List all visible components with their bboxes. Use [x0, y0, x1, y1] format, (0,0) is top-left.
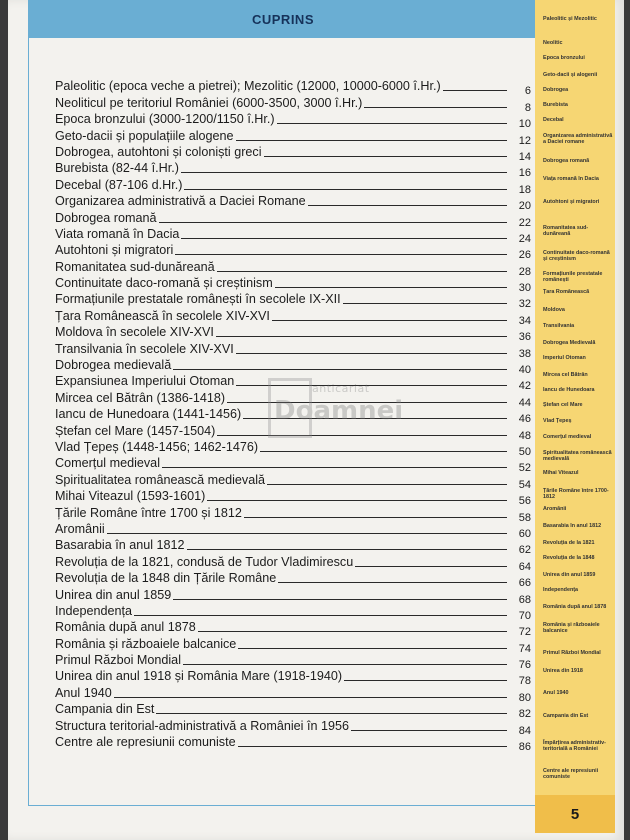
toc-entry-page: 66 — [518, 577, 531, 590]
toc-leader-line — [267, 484, 507, 485]
toc-entry — [55, 159, 531, 180]
sidebar-chapter-label: Dobrogea Medievală — [543, 340, 596, 346]
sidebar-chapter-label: Neolitic — [543, 40, 563, 46]
toc-entry-title: Viata romană în Dacia — [55, 226, 180, 241]
toc-leader-line — [443, 90, 507, 91]
toc-leader-line — [181, 238, 507, 239]
toc-entry — [55, 585, 531, 606]
toc-leader-line — [308, 205, 507, 206]
toc-leader-line — [184, 189, 507, 190]
toc-entry-title: Paleolitic (epoca veche a pietrei); Mezolitic (12000, 10000-6000 î.Hr.) — [55, 79, 441, 94]
toc-entry-title: Formațiunile prestatale românești în secolele IX-XII — [55, 292, 341, 307]
toc-entry-page: 78 — [518, 675, 531, 688]
toc-entry-title: Continuitate daco-romană și creștinism — [55, 276, 273, 291]
sidebar-chapter-label: Campania din Est — [543, 713, 589, 719]
sidebar-chapter-label: Împărțirea administrativ-teritorială a României — [543, 740, 606, 752]
sidebar-chapter-label: Anul 1940 — [543, 690, 569, 696]
toc-leader-line — [236, 353, 507, 354]
toc-leader-line — [173, 369, 507, 370]
toc-entry-page: 70 — [518, 609, 531, 622]
toc-entry-page: 62 — [518, 544, 531, 557]
toc-entry-page: 10 — [518, 118, 531, 131]
toc-entry-title: Structura teritorial-administrativă a României în 1956 — [55, 718, 349, 733]
toc-entry-page: 74 — [518, 642, 531, 655]
toc-entry-title: Revoluția de la 1821, condusă de Tudor Vladimirescu — [55, 554, 354, 569]
sidebar-chapter-label: Spiritualitatea românească medievală — [543, 450, 612, 462]
toc-entry-page: 46 — [518, 413, 531, 426]
toc-entry-title: Primul Război Mondial — [55, 653, 181, 668]
toc-leader-line — [344, 680, 507, 681]
toc-entry-title: Expansiunea Imperiului Otoman — [55, 374, 235, 389]
toc-leader-line — [244, 517, 507, 518]
toc-leader-line — [175, 254, 507, 255]
toc-entry — [55, 290, 531, 311]
toc-entry-title: Independența — [55, 603, 133, 618]
sidebar-chapter-label: Dobrogea — [543, 87, 569, 93]
page-number-tab — [535, 795, 615, 833]
sidebar-chapter-label: Imperiul Otoman — [543, 355, 586, 361]
toc-entry — [55, 618, 531, 639]
toc-entry-page: 36 — [518, 331, 531, 344]
toc-leader-line — [198, 631, 507, 632]
toc-entry — [55, 257, 531, 278]
toc-entry — [55, 651, 531, 672]
toc-leader-line — [159, 222, 507, 223]
sidebar-chapter-label: Revoluția de la 1848 — [543, 555, 595, 561]
toc-entry-page: 44 — [518, 396, 531, 409]
sidebar-chapter-label: Țara Românească — [543, 289, 590, 295]
toc-entry-title: Mircea cel Bătrân (1386-1418) — [55, 390, 226, 405]
toc-entry-title: Autohtoni și migratori — [55, 243, 174, 258]
sidebar-chapter-label: România și războaiele balcanice — [543, 622, 600, 634]
watermark-logo — [268, 378, 418, 458]
toc-entry-page: 16 — [518, 167, 531, 180]
toc-leader-line — [216, 336, 507, 337]
toc-leader-line — [277, 123, 507, 124]
toc-leader-line — [364, 107, 507, 108]
sidebar-chapter-label: Moldova — [543, 307, 565, 313]
sidebar-chapter-label: Viața romană în Dacia — [543, 176, 599, 182]
page-number: 5 — [570, 805, 580, 823]
toc-leader-line — [355, 566, 507, 567]
sidebar-chapter-label: Dobrogea romană — [543, 158, 590, 164]
sidebar-chapter-label: Romanitatea sud-dunăreană — [543, 225, 589, 237]
toc-leader-line — [173, 599, 507, 600]
toc-entry — [55, 192, 531, 213]
toc-leader-line — [114, 697, 507, 698]
toc-entry — [55, 733, 531, 754]
toc-entry — [55, 175, 531, 196]
toc-leader-line — [217, 271, 507, 272]
toc-entry — [55, 536, 531, 557]
toc-leader-line — [107, 533, 507, 534]
toc-entry — [55, 77, 531, 98]
toc-entry-page: 72 — [518, 626, 531, 639]
sidebar-chapter-label: Ștefan cel Mare — [543, 402, 583, 408]
title-bar — [29, 0, 537, 38]
sidebar-chapter-label: România după anul 1878 — [543, 604, 607, 610]
toc-entry — [55, 339, 531, 360]
toc-entry-page: 38 — [518, 347, 531, 360]
toc-entry-title: Romanitatea sud-dunăreană — [55, 259, 215, 274]
toc-entry — [55, 274, 531, 295]
sidebar-chapter-label: Primul Război Mondial — [543, 650, 601, 656]
toc-entry-title: Basarabia în anul 1812 — [55, 538, 185, 553]
toc-entry-page: 18 — [518, 183, 531, 196]
watermark-brand-text: Doamnei — [274, 396, 404, 426]
sidebar-chapter-label: Burebista — [543, 102, 568, 108]
toc-entry — [55, 602, 531, 622]
sidebar-chapter-label: Comerțul medieval — [543, 434, 592, 440]
toc-leader-line — [162, 467, 507, 468]
toc-entry — [55, 683, 531, 704]
toc-entry-page: 26 — [518, 249, 531, 262]
toc-entry — [55, 667, 531, 688]
toc-entry-page: 22 — [518, 216, 531, 229]
toc-entry-page: 50 — [518, 445, 531, 458]
page-title: CUPRINS — [251, 11, 314, 27]
sidebar-chapter-label: Țările Române între 1700-1812 — [543, 488, 609, 500]
toc-entry — [55, 470, 531, 491]
toc-entry — [55, 520, 531, 540]
toc-entry — [55, 323, 531, 344]
sidebar-chapter-label: Aromânii — [543, 506, 567, 512]
toc-entry-page: 58 — [518, 511, 531, 524]
toc-entry-page: 12 — [518, 134, 531, 147]
toc-entry-title: Mihai Viteazul (1593-1601) — [55, 489, 206, 504]
sidebar-chapter-label: Mircea cel Bătrân — [543, 372, 588, 378]
toc-entry-page: 24 — [518, 232, 531, 245]
toc-entry-title: Țările Române între 1700 și 1812 — [55, 505, 242, 520]
sidebar-chapter-label: Iancu de Hunedoara — [543, 387, 595, 393]
toc-entry-page: 64 — [518, 560, 531, 573]
toc-entry-title: Vlad Țepeș (1448-1456; 1462-1476) — [55, 439, 259, 454]
toc-leader-line — [272, 320, 507, 321]
toc-entry-title: Spiritualitatea românească medievală — [55, 472, 266, 487]
toc-entry-page: 14 — [518, 150, 531, 163]
toc-leader-line — [183, 664, 507, 665]
toc-leader-line — [236, 140, 507, 141]
toc-entry-title: Dobrogea romană — [55, 210, 157, 225]
toc-entry — [55, 241, 531, 262]
sidebar-chapter-label: Paleolitic și Mezolitic — [543, 16, 597, 22]
sidebar-chapter-label: Mihai Viteazul — [543, 470, 579, 476]
toc-entry — [55, 356, 531, 377]
toc-entry — [55, 110, 531, 131]
toc-leader-line — [207, 500, 507, 501]
toc-entry-title: Burebista (82-44 î.Hr.) — [55, 161, 179, 176]
toc-entry-page: 8 — [524, 101, 531, 114]
toc-entry-page: 68 — [518, 593, 531, 606]
toc-leader-line — [278, 582, 507, 583]
chapter-sidebar — [535, 0, 615, 795]
toc-entry-title: Comerțul medieval — [55, 456, 160, 471]
toc-entry-page: 30 — [518, 282, 531, 295]
toc-leader-line — [187, 549, 507, 550]
toc-entry-page: 80 — [518, 691, 531, 704]
toc-leader-line — [134, 615, 507, 616]
toc-entry — [55, 143, 531, 163]
toc-entry-page: 76 — [518, 659, 531, 672]
toc-entry-page: 60 — [518, 527, 531, 540]
toc-entry-title: România după anul 1878 — [55, 620, 196, 635]
toc-entry-title: Moldova în secolele XIV-XVI — [55, 325, 214, 340]
toc-entry-title: Dobrogea medievală — [55, 358, 172, 373]
toc-leader-line — [181, 172, 507, 173]
sidebar-chapter-label: Unirea din 1918 — [543, 668, 583, 674]
toc-entry-title: Campania din Est — [55, 702, 155, 717]
toc-entry-page: 84 — [518, 724, 531, 737]
toc-leader-line — [343, 303, 507, 304]
sidebar-chapter-label: Transilvania — [543, 323, 575, 329]
toc-entry-page: 54 — [518, 478, 531, 491]
toc-entry-title: Epoca bronzului (3000-1200/1150 î.Hr.) — [55, 112, 275, 127]
toc-entry-page: 20 — [518, 200, 531, 213]
toc-entry-page: 86 — [518, 741, 531, 754]
toc-entry-title: Iancu de Hunedoara (1441-1456) — [55, 407, 242, 422]
toc-leader-line — [238, 746, 507, 747]
toc-entry — [55, 306, 531, 327]
toc-entry — [55, 208, 531, 229]
watermark-top-text: anticariat — [312, 382, 370, 395]
toc-entry-page: 82 — [518, 708, 531, 721]
toc-entry-page: 40 — [518, 364, 531, 377]
toc-leader-line — [156, 713, 507, 714]
sidebar-chapter-label: Geto-dacii și alogenii — [543, 72, 598, 78]
toc-entry-title: Anul 1940 — [55, 685, 112, 700]
toc-entry-title: Decebal (87-106 d.Hr.) — [55, 177, 183, 192]
sidebar-chapter-label: Revoluția de la 1821 — [543, 540, 595, 546]
toc-entry-title: România și războaiele balcanice — [55, 636, 237, 651]
toc-entry-page: 28 — [518, 265, 531, 278]
toc-entry-page: 52 — [518, 462, 531, 475]
sidebar-chapter-label: Vlad Țepeș — [543, 418, 572, 424]
toc-entry-page: 32 — [518, 298, 531, 311]
sidebar-chapter-label: Autohtoni și migratori — [543, 199, 600, 205]
sidebar-chapter-label: Basarabia în anul 1812 — [543, 523, 602, 529]
toc-entry — [55, 552, 531, 573]
toc-entry-title: Transilvania în secolele XIV-XVI — [55, 341, 234, 356]
toc-entry-page: 56 — [518, 495, 531, 508]
sidebar-chapter-label: Epoca bronzului — [543, 55, 585, 61]
toc-entry-title: Țara Românească în secolele XIV-XVI — [55, 308, 270, 323]
sidebar-chapter-label: Centre ale represiunii comuniste — [543, 768, 599, 780]
book-page — [8, 0, 624, 840]
toc-entry-title: Ștefan cel Mare (1457-1504) — [55, 423, 216, 438]
toc-entry — [55, 700, 531, 721]
toc-entry — [55, 716, 531, 737]
toc-entry-title: Aromânii — [55, 521, 105, 536]
toc-entry-title: Geto-dacii și populațiile alogene — [55, 128, 234, 143]
toc-entry-title: Unirea din anul 1859 — [55, 587, 172, 602]
toc-entry-title: Unirea din anul 1918 și România Mare (1918-1940) — [55, 669, 343, 684]
toc-entry — [55, 225, 531, 245]
toc-entry-title: Organizarea administrativă a Daciei Romane — [55, 194, 306, 209]
toc-entry — [55, 126, 531, 147]
sidebar-chapter-label: Decebal — [543, 117, 564, 123]
toc-entry-page: 48 — [518, 429, 531, 442]
toc-entry-page: 6 — [524, 85, 531, 98]
toc-leader-line — [238, 648, 507, 649]
toc-entry — [55, 634, 531, 655]
toc-entry — [55, 569, 531, 590]
toc-entry-page: 34 — [518, 314, 531, 327]
sidebar-chapter-label: Independența — [543, 587, 579, 593]
toc-entry — [55, 503, 531, 524]
toc-leader-line — [264, 156, 507, 157]
toc-entry-title: Dobrogea, autohtoni și coloniști greci — [55, 144, 262, 159]
sidebar-chapter-label: Formațiunile prestatale românești — [543, 271, 603, 283]
toc-leader-line — [275, 287, 507, 288]
sidebar-chapter-label: Unirea din anul 1859 — [543, 572, 596, 578]
toc-entry-page: 42 — [518, 380, 531, 393]
toc-entry-title: Revoluția de la 1848 din Țările Române — [55, 571, 277, 586]
toc-entry-title: Neoliticul pe teritoriul României (6000-3500, 3000 î.Hr.) — [55, 95, 363, 110]
toc-entry — [55, 487, 531, 508]
toc-entry — [55, 93, 531, 114]
sidebar-chapter-label: Organizarea administrativă a Daciei romane — [543, 133, 613, 145]
sidebar-chapter-label: Continuitate daco-romană și creștinism — [543, 250, 610, 262]
toc-leader-line — [351, 730, 507, 731]
toc-entry-title: Centre ale represiunii comuniste — [55, 735, 236, 750]
